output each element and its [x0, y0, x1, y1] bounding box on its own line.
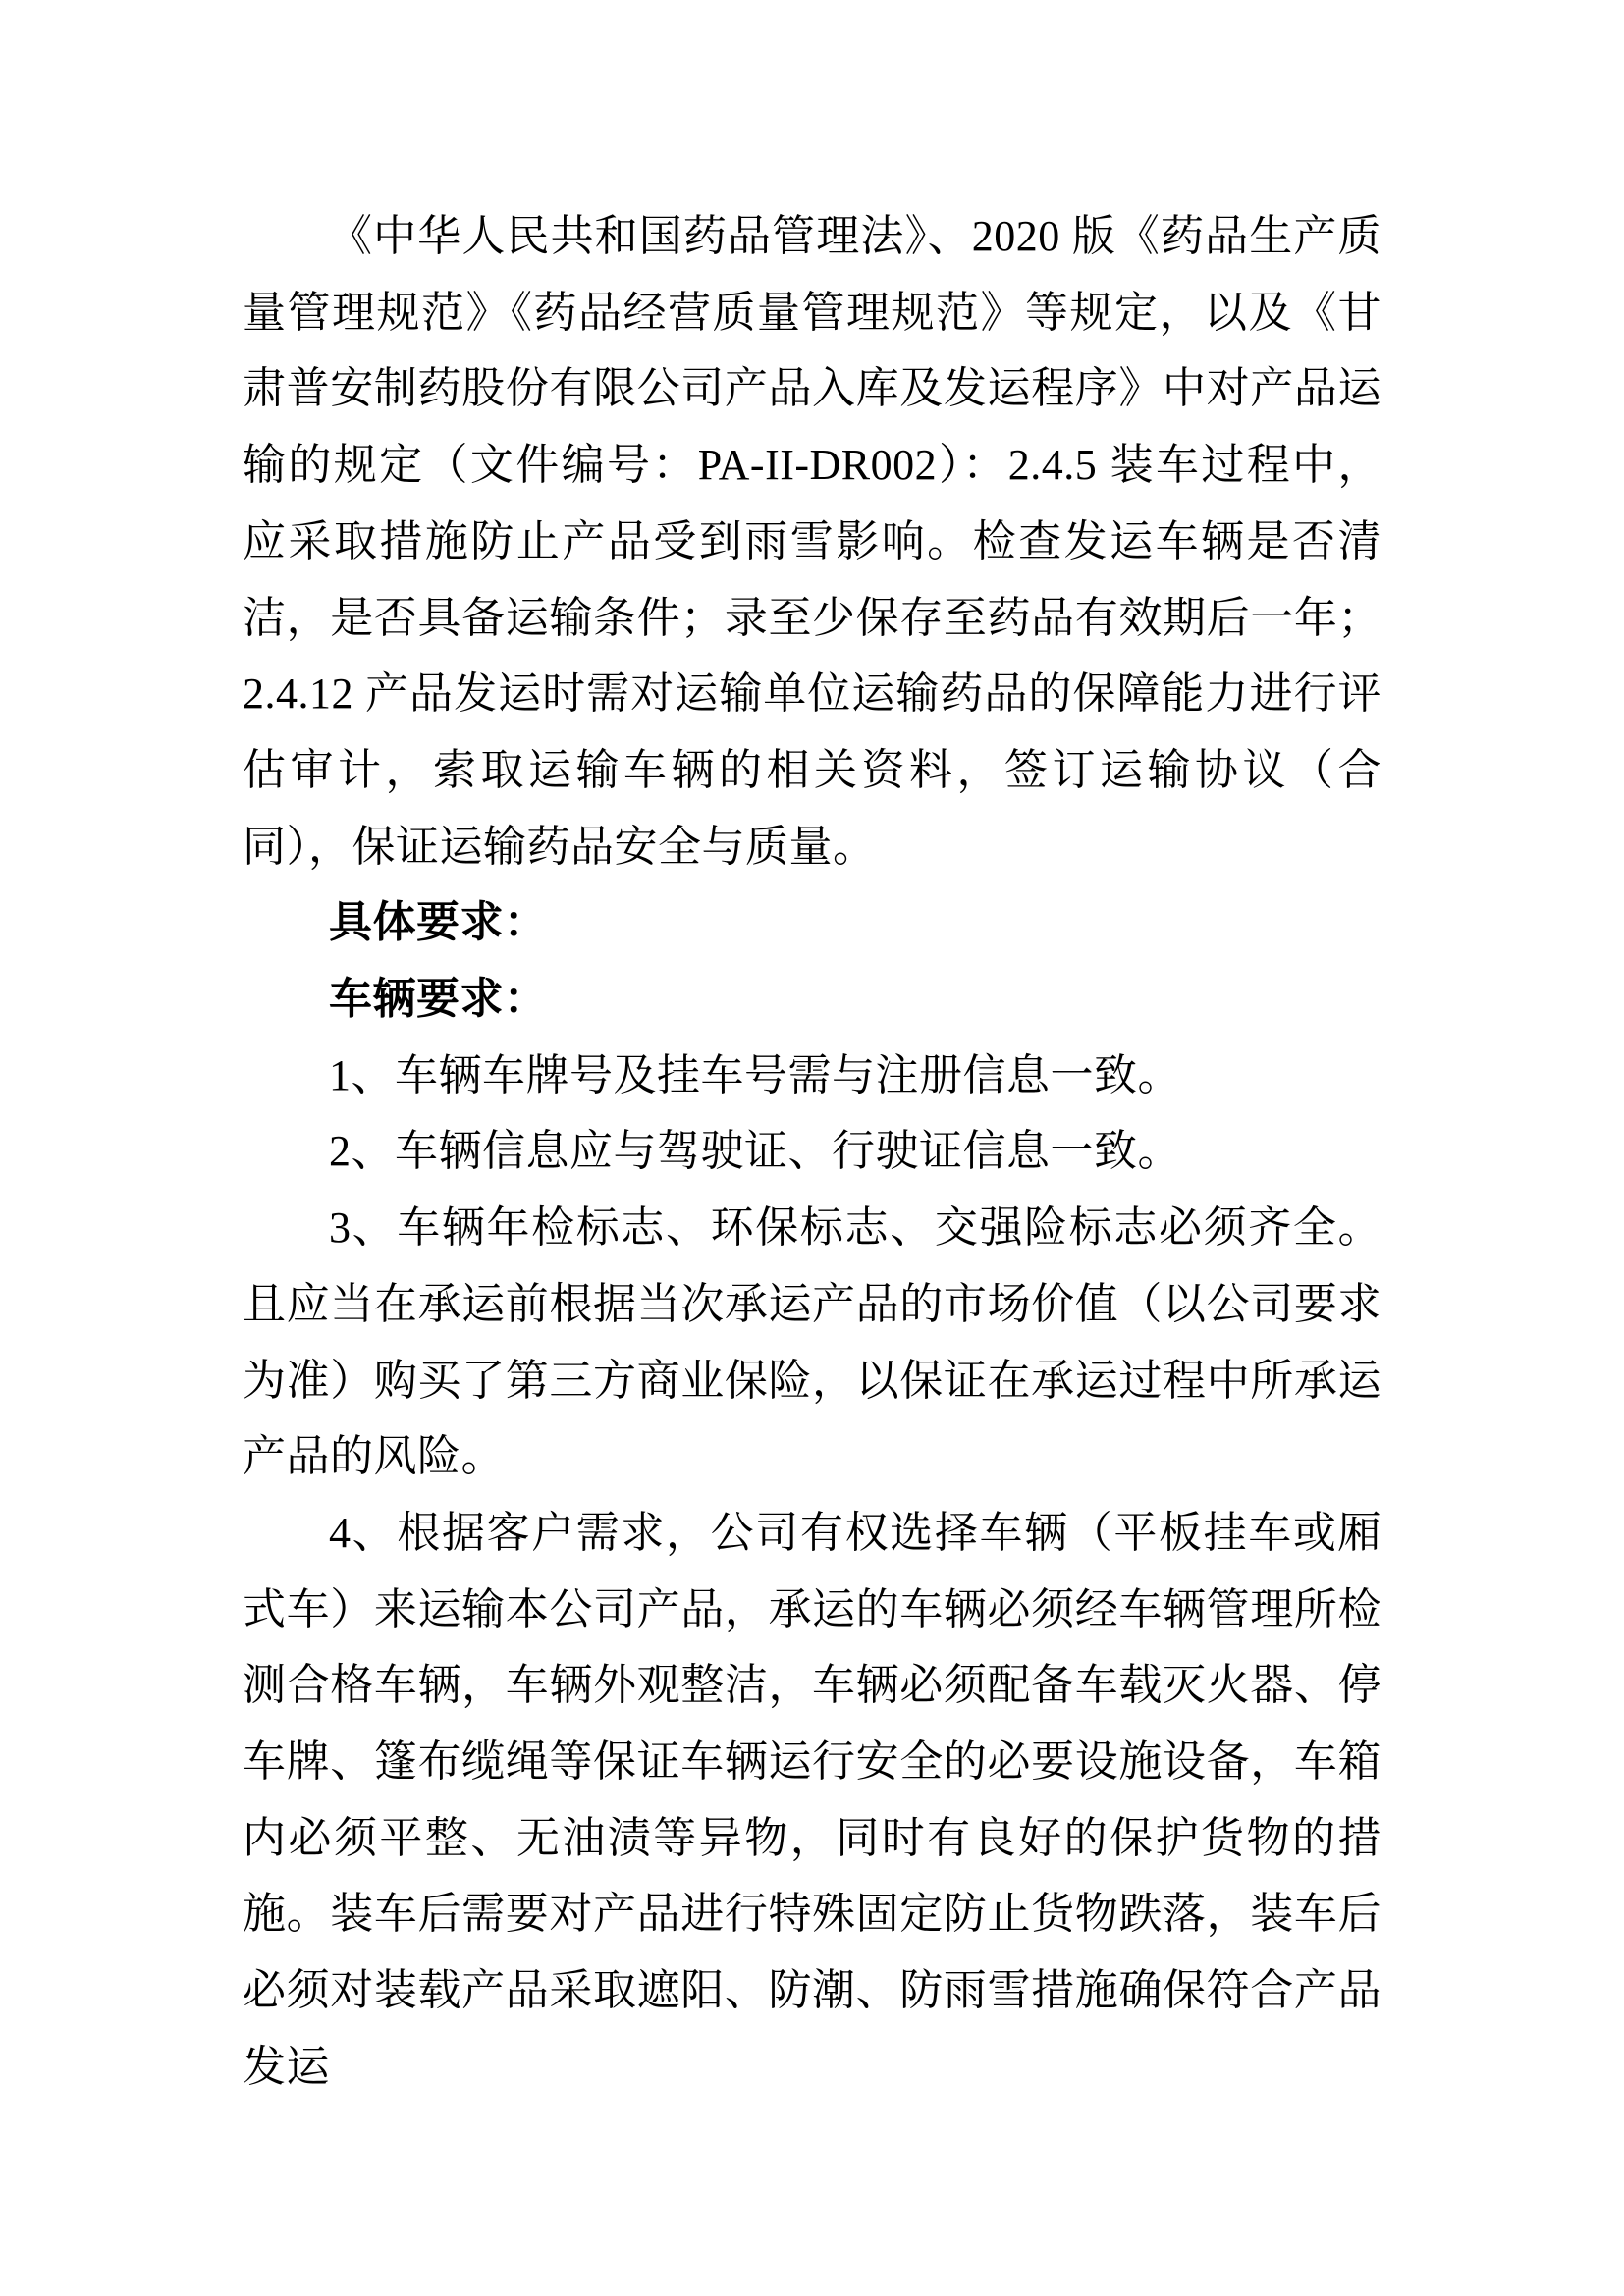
list-item-vehicle-requirement-2: 2、车辆信息应与驾驶证、行驶证信息一致。 — [329, 1127, 1181, 1176]
list-item-vehicle-requirement-3: 3、车辆年检标志、环保标志、交强险标志必须齐全。且应当在承运前根据当次承运产品的市场价值（以公司要求为准）购买了第三方商业保险，以保证在承运过程中所承运产品的风险。 — [243, 1203, 1381, 1481]
list-item-vehicle-requirement-4: 4、根据客户需求，公司有权选择车辆（平板挂车或厢式车）来运输本公司产品，承运的车辆必须经车辆管理所检测合格车辆，车辆外观整洁，车辆必须配备车载灭火器、停车牌、篷布缆绳等保证车辆运行安全的必要设施设备，车箱内必须平整、无油渍等异物，同时有良好的保护货物的措施。装车后需要对产品进行特殊固定防止货物跌落，装车后必须对装载产品采取遮阳、防潮、防雨雪措施确保符合产品发运 — [243, 1508, 1381, 2091]
paragraph-regulations: 《中华人民共和国药品管理法》、2020 版《药品生产质量管理规范》《药品经营质量管理规范》等规定，以及《甘肃普安制药股份有限公司产品入库及发运程序》中对产品运输的规定（文件编号：PA-II-DR002）：2.4.5 装车过程中，应采取措施防止产品受到雨雪影响。检查发运车辆是否清洁，是否具备运输条件；录至少保存至药品有效期后一年；2.4.12 产品发运时需对运输单位运输药品的保障能力进行评估审计，索取运输车辆的相关资料，签订运输协议（合同），保证运输药品安全与质量。 — [243, 212, 1381, 871]
heading-specific-requirements: 具体要求： — [329, 898, 548, 947]
heading-vehicle-requirements: 车辆要求： — [329, 975, 548, 1024]
list-item-vehicle-requirement-1: 1、车辆车牌号及挂车号需与注册信息一致。 — [329, 1050, 1181, 1099]
document-content — [243, 198, 1381, 2106]
